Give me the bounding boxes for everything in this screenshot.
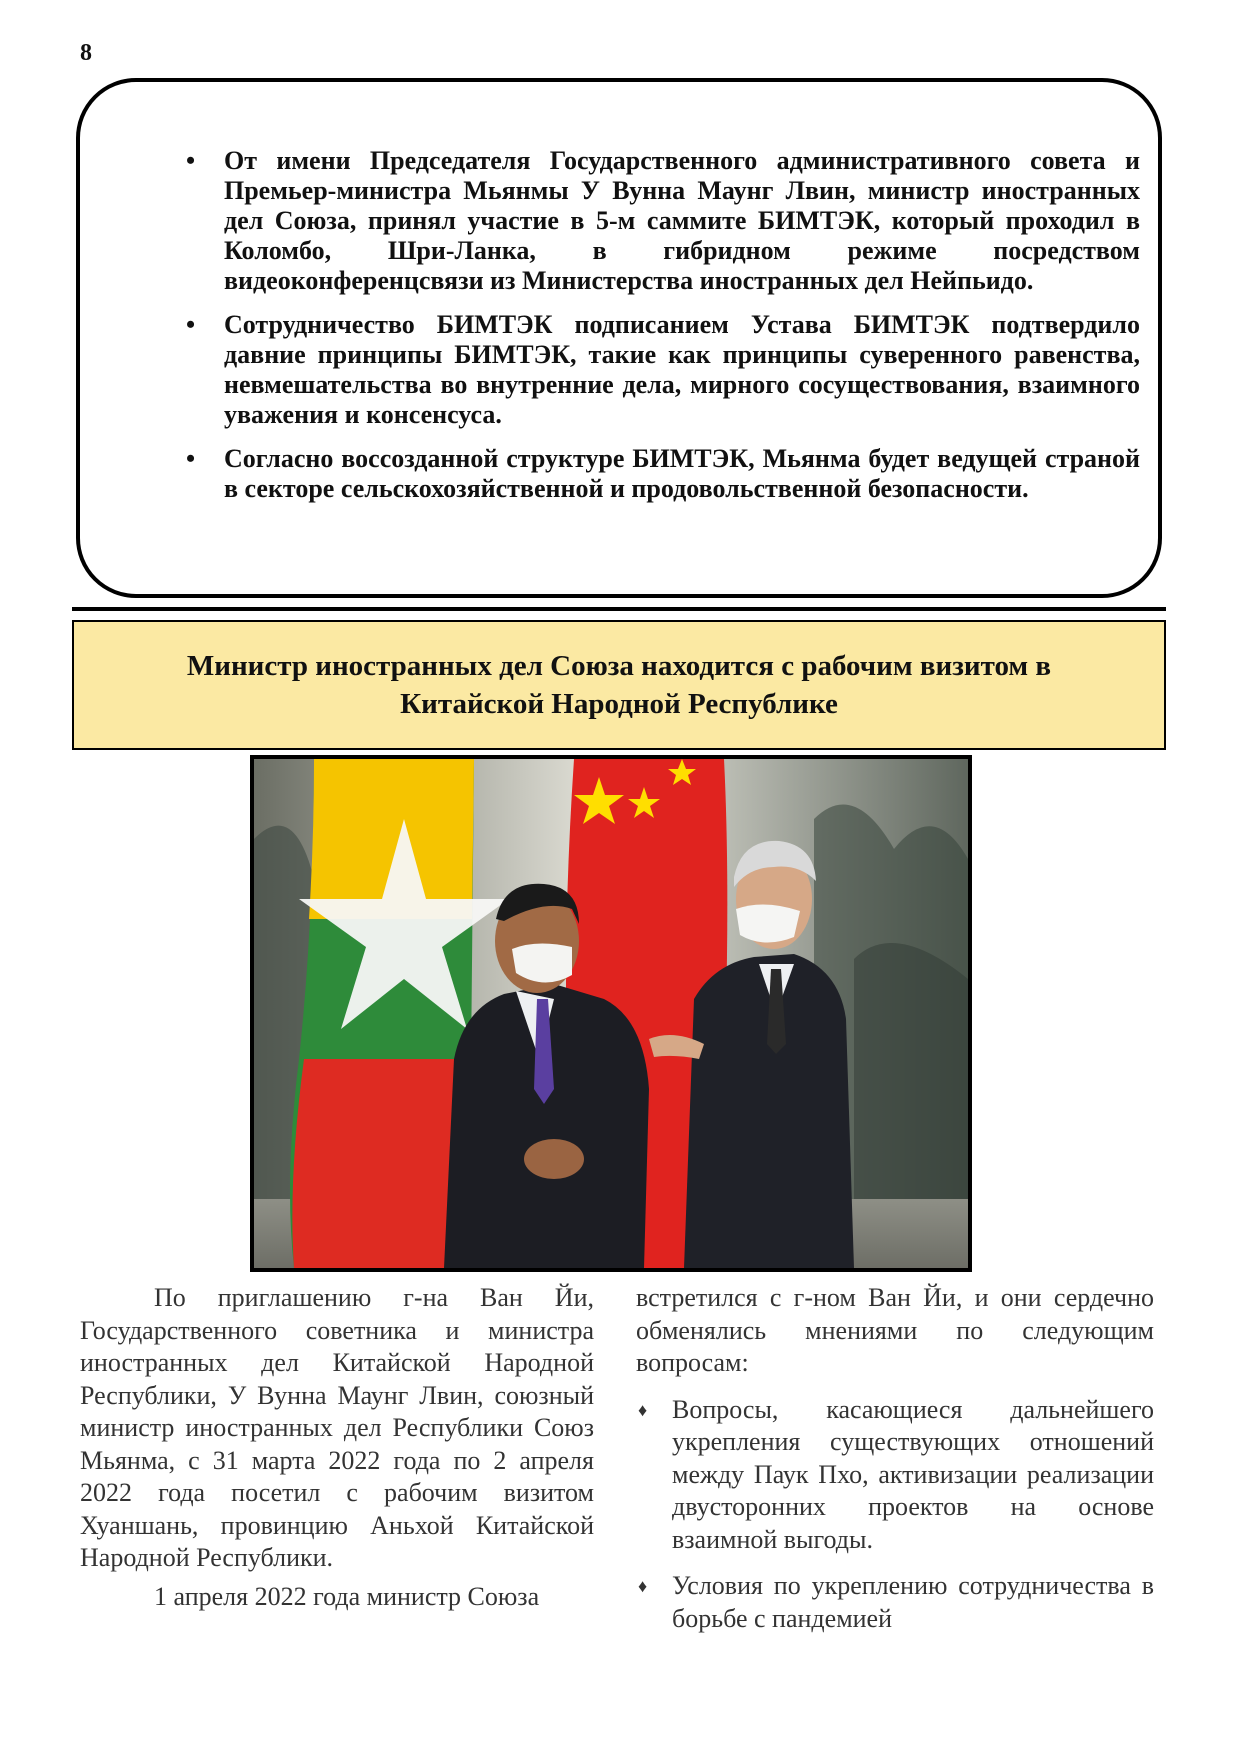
summary-bullet-1 bbox=[140, 146, 1140, 296]
diamond-bullet-icon: ♦ bbox=[638, 1576, 648, 1596]
summary-bullet-text: От имени Председателя Государственного административного совета и Премьер-министра Мьянмы У Вунна Маунг Лвин, министр иностранных дел Союза, принял участие в 5-м саммите БИМТЭК, который проходил в Коломбо, Шри-Ланка, в гибридном режиме посредством видеоконференцсвязи из Министерства иностранных дел Нейпьидо. bbox=[224, 146, 1140, 295]
article-headline-box bbox=[72, 620, 1166, 750]
article-bullet-text: Вопросы, касающиеся дальнейшего укрепления существующих отношений между Паук Пхо, активизации реализации двусторонних проектов на основе взаимной выгоды. bbox=[672, 1394, 1154, 1554]
diamond-bullet-icon: ♦ bbox=[638, 1399, 648, 1420]
section-divider bbox=[72, 607, 1166, 611]
ministers-meeting-photo bbox=[254, 759, 968, 1268]
summary-bullet-2 bbox=[140, 310, 1140, 430]
bullet-icon: • bbox=[186, 146, 196, 175]
article-right-column bbox=[636, 1282, 1154, 1649]
article-bullet-2 bbox=[636, 1570, 1154, 1635]
article-left-column bbox=[80, 1282, 594, 1613]
summary-bullet-text: Сотрудничество БИМТЭК подписанием Устава БИМТЭК подтвердило давние принципы БИМТЭК, такие как принципы суверенного равенства, невмешательства во внутренние дела, мирного сосуществования, взаимного уважения и консенсуса. bbox=[224, 310, 1140, 429]
article-bullet-list bbox=[636, 1394, 1154, 1636]
summary-bullet-list bbox=[140, 146, 1140, 518]
article-bullet-1 bbox=[636, 1394, 1154, 1557]
summary-box bbox=[76, 78, 1162, 598]
article-headline: Министр иностранных дел Союза находится с рабочим визитом в Китайской Народной Республике bbox=[186, 650, 1052, 720]
article-paragraph-2: 1 апреля 2022 года министр Союза bbox=[154, 1581, 540, 1611]
page-number: 8 bbox=[80, 40, 92, 66]
bullet-icon: • bbox=[186, 310, 196, 339]
article-paragraph-1: По приглашению г-на Ван Йи, Государственного советника и министра иностранных дел Китайской Народной Республики, У Вунна Маунг Лвин, союзный министр иностранных дел Республики Союз Мьянма, с 31 марта 2022 года по 2 апреля 2022 года посетил с рабочим визитом Хуаншань, провинцию Аньхой Китайской Народной Республики. bbox=[80, 1283, 594, 1572]
article-bullet-text: Условия по укреплению сотрудничества в борьбе с пандемией bbox=[672, 1571, 1154, 1633]
article-right-intro: встретился с г-ном Ван Йи, и они сердечно обменялись мнениями по следующим вопросам: bbox=[636, 1283, 1154, 1377]
summary-bullet-text: Согласно воссозданной структуре БИМТЭК, Мьянма будет ведущей страной в секторе сельскохозяйственной и продовольственной безопасности. bbox=[224, 444, 1140, 503]
summary-bullet-3 bbox=[140, 444, 1140, 504]
article-photo bbox=[250, 755, 972, 1272]
bullet-icon: • bbox=[186, 444, 196, 473]
